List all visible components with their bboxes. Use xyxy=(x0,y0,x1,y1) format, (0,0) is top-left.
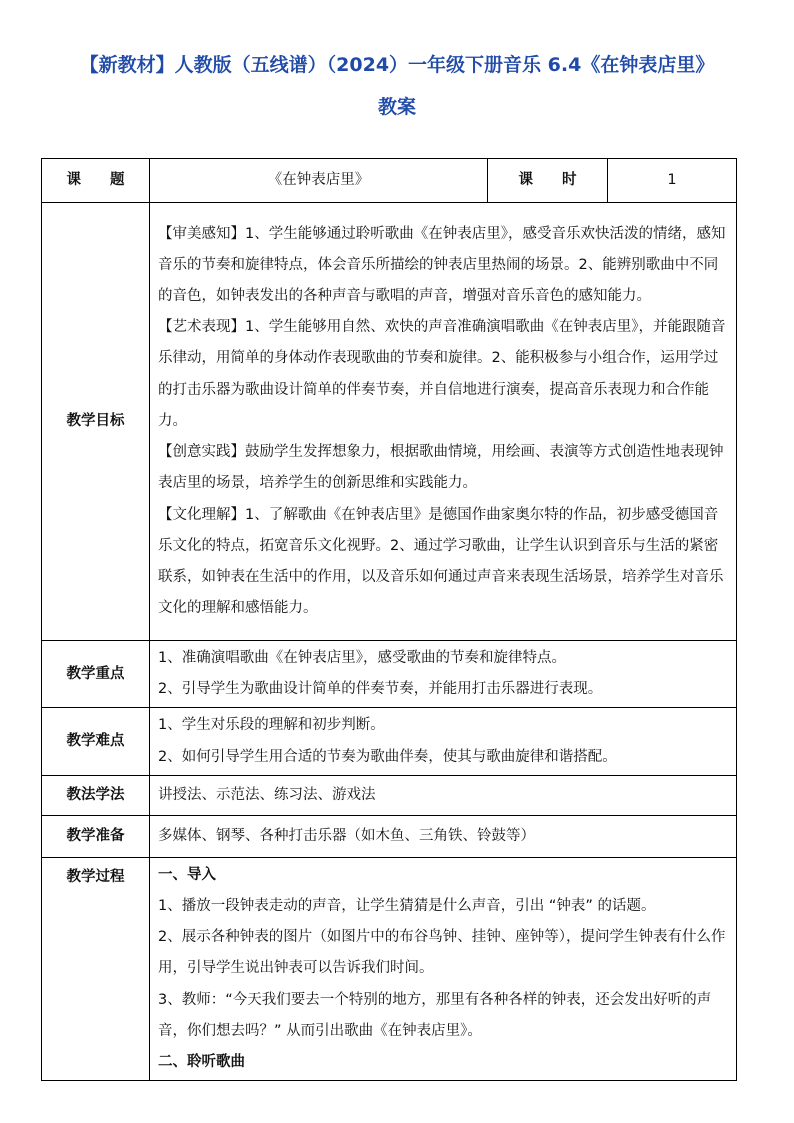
key-points-row xyxy=(42,641,737,708)
process-content xyxy=(150,857,737,1080)
topic-value: 《在钟表店里》 xyxy=(150,159,488,203)
list-item: 1、学生对乐段的理解和初步判断。 xyxy=(158,717,385,734)
methods-content: 讲授法、示范法、练习法、游戏法 xyxy=(150,775,737,815)
key-points-content xyxy=(150,641,737,708)
difficulties-row xyxy=(42,708,737,775)
list-item: 3、教师：“今天我们要去一个特别的地方，那里有各种各样的钟表，还会发出好听的声音，你们想去吗？” 从而引出歌曲《在钟表店里》。 xyxy=(158,991,712,1039)
process-label: 教学过程 xyxy=(42,857,150,1080)
methods-row xyxy=(42,775,737,815)
objectives-row xyxy=(42,203,737,641)
lesson-plan-table xyxy=(41,158,737,1081)
list-item: 2、如何引导学生用合适的节奏为歌曲伴奏，使其与歌曲旋律和谐搭配。 xyxy=(158,748,617,765)
difficulties-label: 教学难点 xyxy=(42,708,150,775)
document-title xyxy=(20,44,774,128)
title-line-1: 【新教材】人教版（五线谱）（2024）一年级下册音乐 6.4《在钟表店里》 xyxy=(79,54,715,76)
list-item: 1、准确演唱歌曲《在钟表店里》，感受歌曲的节奏和旋律特点。 xyxy=(158,650,566,666)
list-item: 2、引导学生为歌曲设计简单的伴奏节奏，并能用打击乐器进行表现。 xyxy=(158,681,603,698)
section-heading: 二、聆听歌曲 xyxy=(158,1054,245,1071)
objective-item: 【创意实践】鼓励学生发挥想象力，根据歌曲情境，用绘画、表演等方式创造性地表现钟表店里的场景，培养学生的创新思维和实践能力。 xyxy=(158,444,724,492)
section-heading: 一、导入 xyxy=(158,866,216,883)
hours-label: 课 时 xyxy=(488,159,608,203)
topic-label: 课 题 xyxy=(42,159,150,203)
methods-label: 教法学法 xyxy=(42,775,150,815)
hours-value: 1 xyxy=(608,159,737,203)
header-row xyxy=(42,159,737,203)
process-row xyxy=(42,857,737,1080)
preparation-content: 多媒体、钢琴、各种打击乐器（如木鱼、三角铁、铃鼓等） xyxy=(150,815,737,857)
objectives-content xyxy=(150,203,737,641)
difficulties-content xyxy=(150,708,737,775)
list-item: 1、播放一段钟表走动的声音，让学生猜猜是什么声音，引出 “钟表” 的话题。 xyxy=(158,898,656,915)
key-points-label: 教学重点 xyxy=(42,641,150,708)
objective-item: 【艺术表现】1、学生能够用自然、欢快的声音准确演唱歌曲《在钟表店里》，并能跟随音乐律动，用简单的身体动作表现歌曲的节奏和旋律。2、能积极参与小组合作，运用学过的打击乐器为歌曲设计简单的伴奏节奏，并自信地进行演奏，提高音乐表现力和合作能力。 xyxy=(158,319,726,429)
objectives-label: 教学目标 xyxy=(42,203,150,641)
list-item: 2、展示各种钟表的图片（如图片中的布谷鸟钟、挂钟、座钟等），提问学生钟表有什么作用，引导学生说出钟表可以告诉我们时间。 xyxy=(158,929,726,977)
objective-item: 【审美感知】1、学生能够通过聆听歌曲《在钟表店里》，感受音乐欢快活泼的情绪，感知音乐的节奏和旋律特点，体会音乐所描绘的钟表店里热闹的场景。2、能辨别歌曲中不同的音色，如钟表发出的各种声音与歌唱的声音，增强对音乐音色的感知能力。 xyxy=(158,225,726,305)
preparation-row xyxy=(42,815,737,857)
title-line-2: 教案 xyxy=(377,96,416,118)
preparation-label: 教学准备 xyxy=(42,815,150,857)
objective-item: 【文化理解】1、了解歌曲《在钟表店里》是德国作曲家奥尔特的作品，初步感受德国音乐文化的特点，拓宽音乐文化视野。2、通过学习歌曲，让学生认识到音乐与生活的紧密联系，如钟表在生活中的作用，以及音乐如何通过声音来表现生活场景，培养学生对音乐文化的理解和感悟能力。 xyxy=(158,506,724,617)
